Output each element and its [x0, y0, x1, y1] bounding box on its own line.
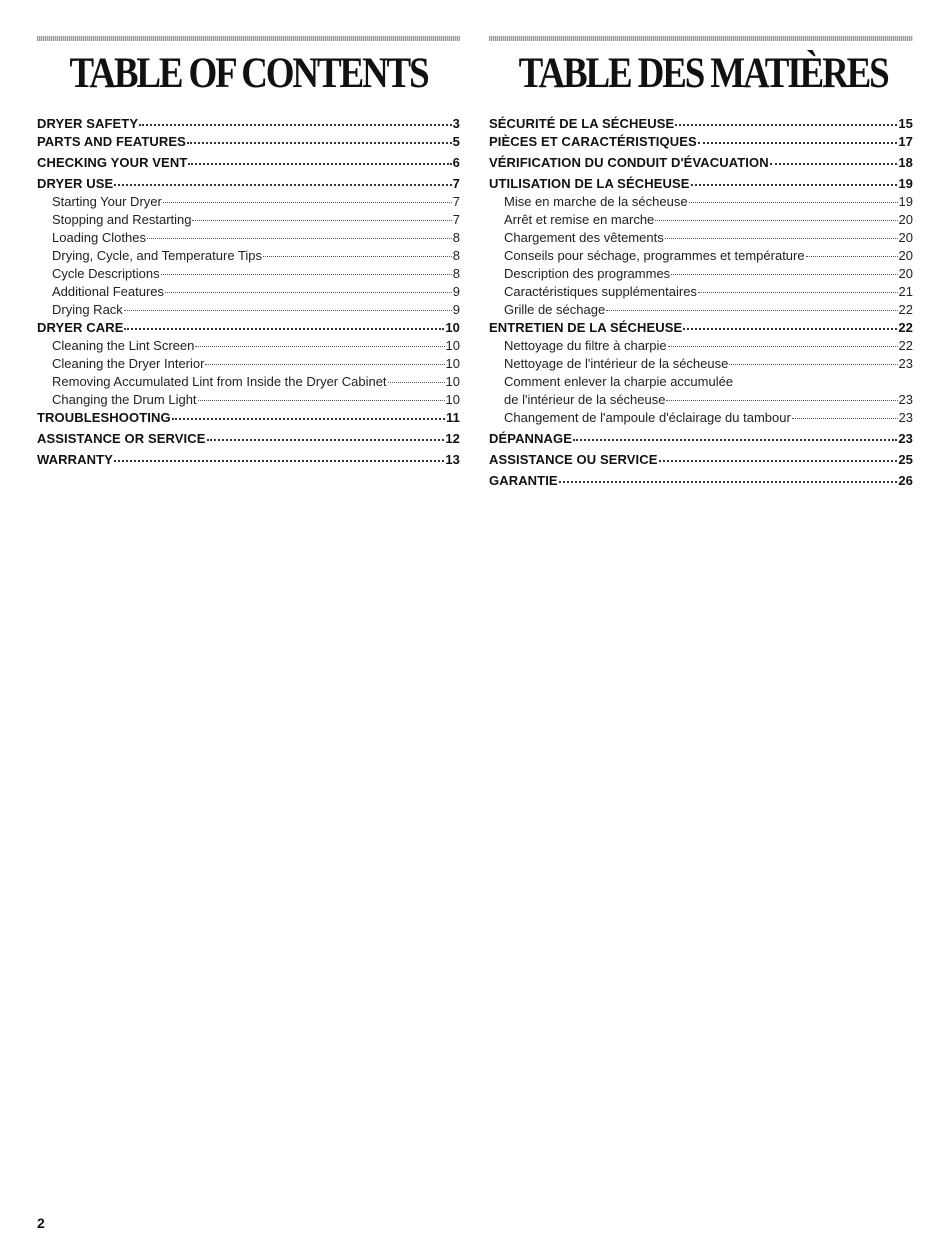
toc-entry-checking-your-vent[interactable]	[37, 154, 460, 172]
toc-entry-label: Removing Accumulated Lint from Inside the Dryer Cabinet	[52, 374, 387, 389]
toc-entry-label: Arrêt et remise en marche	[504, 212, 655, 227]
toc-entry-assistance-ou-service[interactable]	[489, 451, 913, 469]
toc-entry-label: DRYER SAFETY	[37, 116, 139, 131]
header-rule	[489, 36, 913, 41]
toc-entry-page: 10	[445, 374, 460, 389]
toc-entry-label: Drying Rack	[52, 302, 123, 317]
toc-entry-label: VÉRIFICATION DU CONDUIT D'ÉVACUATION	[489, 155, 769, 170]
toc-entry-page: 19	[898, 194, 913, 209]
toc-entry-page: 10	[445, 320, 460, 335]
toc-entry-page: 6	[452, 155, 460, 170]
toc-entry-label: Loading Clothes	[52, 230, 146, 245]
toc-entry-page: 20	[898, 230, 913, 245]
toc-entry-page: 13	[445, 452, 460, 467]
english-contents-title: TABLE OF CONTENTS	[69, 50, 428, 97]
toc-entry-page: 22	[898, 338, 913, 353]
toc-entry-warranty[interactable]	[37, 451, 460, 469]
toc-entry-page: 11	[446, 410, 460, 425]
toc-entry-troubleshooting[interactable]	[37, 409, 460, 427]
toc-subentry-changement-ampoule[interactable]	[489, 409, 913, 427]
dot-leader	[263, 245, 452, 257]
dot-leader	[172, 407, 445, 420]
toc-entry-label: Drying, Cycle, and Temperature Tips	[52, 248, 263, 263]
toc-entry-page: 22	[898, 320, 913, 335]
dot-leader	[114, 449, 444, 462]
toc-entry-page: 22	[898, 302, 913, 317]
toc-entry-label: Starting Your Dryer	[52, 194, 162, 209]
toc-entry-label: Changing the Drum Light	[52, 392, 197, 407]
toc-entry-page: 10	[445, 356, 460, 371]
toc-entry-page: 25	[898, 452, 913, 467]
dot-leader	[729, 353, 897, 365]
toc-entry-label: Changement de l'ampoule d'éclairage du tambour	[504, 410, 791, 425]
dot-leader	[792, 407, 898, 419]
dot-leader	[114, 173, 451, 186]
dot-leader	[668, 335, 898, 347]
toc-entry-label: UTILISATION DE LA SÉCHEUSE	[489, 176, 690, 191]
toc-entry-label: Description des programmes	[504, 266, 671, 281]
toc-entry-pieces[interactable]	[489, 133, 913, 151]
toc-entry-label: SÉCURITÉ DE LA SÉCHEUSE	[489, 116, 675, 131]
toc-entry-depannage[interactable]	[489, 430, 913, 448]
dot-leader	[139, 113, 452, 126]
dot-leader	[198, 389, 445, 401]
toc-entry-page: 23	[898, 392, 913, 407]
toc-entry-label: Nettoyage de l'intérieur de la sécheuse	[504, 356, 729, 371]
dot-leader	[683, 317, 897, 330]
toc-entry-label: DRYER USE	[37, 176, 114, 191]
dot-leader	[659, 449, 898, 462]
toc-entry-label: Grille de séchage	[504, 302, 606, 317]
toc-entry-label: Cycle Descriptions	[52, 266, 160, 281]
toc-entry-label: Caractéristiques supplémentaires	[504, 284, 697, 299]
dot-leader	[573, 428, 897, 441]
dot-leader	[655, 209, 897, 221]
toc-entry-label: PARTS AND FEATURES	[37, 134, 186, 149]
toc-entry-label: ASSISTANCE OR SERVICE	[37, 431, 206, 446]
toc-entry-page: 18	[898, 155, 913, 170]
dot-leader	[691, 173, 898, 186]
toc-entry-page: 23	[898, 431, 913, 446]
header-rule	[37, 36, 460, 41]
toc-entry-label: DÉPANNAGE	[489, 431, 573, 446]
dot-leader	[559, 470, 898, 483]
dot-leader	[698, 281, 898, 293]
toc-entry-label: Comment enlever la charpie accumulée	[504, 374, 734, 389]
toc-entry-label: ENTRETIEN DE LA SÉCHEUSE	[489, 320, 683, 335]
toc-entry-parts-and-features[interactable]	[37, 133, 460, 151]
toc-entry-label: PIÈCES ET CARACTÉRISTIQUES	[489, 134, 697, 149]
dot-leader	[606, 299, 897, 311]
toc-entry-label: WARRANTY	[37, 452, 113, 467]
toc-entry-page: 23	[898, 356, 913, 371]
toc-entry-page: 21	[898, 284, 913, 299]
dot-leader	[698, 131, 898, 144]
toc-entry-page: 23	[898, 410, 913, 425]
dot-leader	[161, 263, 452, 275]
toc-entry-page: 7	[452, 194, 460, 209]
toc-entry-label: ASSISTANCE OU SERVICE	[489, 452, 658, 467]
dot-leader	[205, 353, 444, 365]
dot-leader	[665, 227, 898, 239]
toc-entry-page: 20	[898, 266, 913, 281]
dot-leader	[124, 299, 452, 311]
french-contents-column	[489, 36, 913, 490]
toc-entry-assistance-or-service[interactable]	[37, 430, 460, 448]
dot-leader	[163, 191, 452, 203]
dot-leader	[689, 191, 898, 203]
toc-entry-page: 9	[452, 302, 460, 317]
toc-entry-page: 12	[445, 431, 460, 446]
toc-entry-page: 9	[452, 284, 460, 299]
english-contents-column	[37, 36, 460, 469]
french-contents-list	[489, 115, 913, 490]
dot-leader	[770, 152, 898, 165]
dot-leader	[207, 428, 445, 441]
toc-entry-label: Stopping and Restarting	[52, 212, 192, 227]
toc-entry-page: 19	[898, 176, 913, 191]
dot-leader	[666, 389, 897, 401]
dot-leader	[188, 152, 451, 165]
toc-subentry-nettoyage-interieur[interactable]	[489, 355, 913, 373]
dot-leader	[124, 317, 444, 330]
toc-entry-garantie[interactable]	[489, 472, 913, 490]
toc-entry-label: Chargement des vêtements	[504, 230, 664, 245]
dot-leader	[165, 281, 452, 293]
toc-entry-page: 15	[898, 116, 913, 131]
toc-entry-page: 10	[445, 338, 460, 353]
dot-leader	[147, 227, 452, 239]
toc-entry-page: 7	[452, 212, 460, 227]
toc-entry-label: Cleaning the Lint Screen	[52, 338, 195, 353]
toc-entry-label: TROUBLESHOOTING	[37, 410, 171, 425]
toc-entry-page: 26	[898, 473, 913, 488]
toc-entry-label: Mise en marche de la sécheuse	[504, 194, 688, 209]
french-contents-title: TABLE DES MATIÈRES	[518, 50, 888, 97]
toc-entry-verification[interactable]	[489, 154, 913, 172]
page-number: 2	[37, 1215, 45, 1231]
dot-leader	[195, 335, 444, 347]
toc-entry-label: DRYER CARE	[37, 320, 124, 335]
toc-entry-page: 20	[898, 248, 913, 263]
dot-leader	[388, 371, 445, 383]
toc-entry-page: 5	[452, 134, 460, 149]
dot-leader	[671, 263, 897, 275]
english-contents-list	[37, 115, 460, 469]
toc-entry-page: 8	[452, 230, 460, 245]
dot-leader	[806, 245, 898, 257]
toc-entry-page: 20	[898, 212, 913, 227]
toc-entry-label: CHECKING YOUR VENT	[37, 155, 188, 170]
toc-entry-label: Cleaning the Dryer Interior	[52, 356, 205, 371]
toc-entry-label: Conseils pour séchage, programmes et température	[504, 248, 805, 263]
toc-entry-page: 3	[452, 116, 460, 131]
dot-leader	[187, 131, 452, 144]
toc-entry-page: 17	[898, 134, 913, 149]
dot-leader	[192, 209, 451, 221]
toc-entry-page: 10	[445, 392, 460, 407]
toc-entry-page: 7	[452, 176, 460, 191]
toc-entry-page: 8	[452, 266, 460, 281]
dot-leader	[675, 113, 897, 126]
toc-entry-label: Additional Features	[52, 284, 165, 299]
toc-entry-page: 8	[452, 248, 460, 263]
toc-entry-label: Nettoyage du filtre à charpie	[504, 338, 667, 353]
toc-entry-label: de l'intérieur de la sécheuse	[504, 392, 666, 407]
toc-entry-label: GARANTIE	[489, 473, 558, 488]
